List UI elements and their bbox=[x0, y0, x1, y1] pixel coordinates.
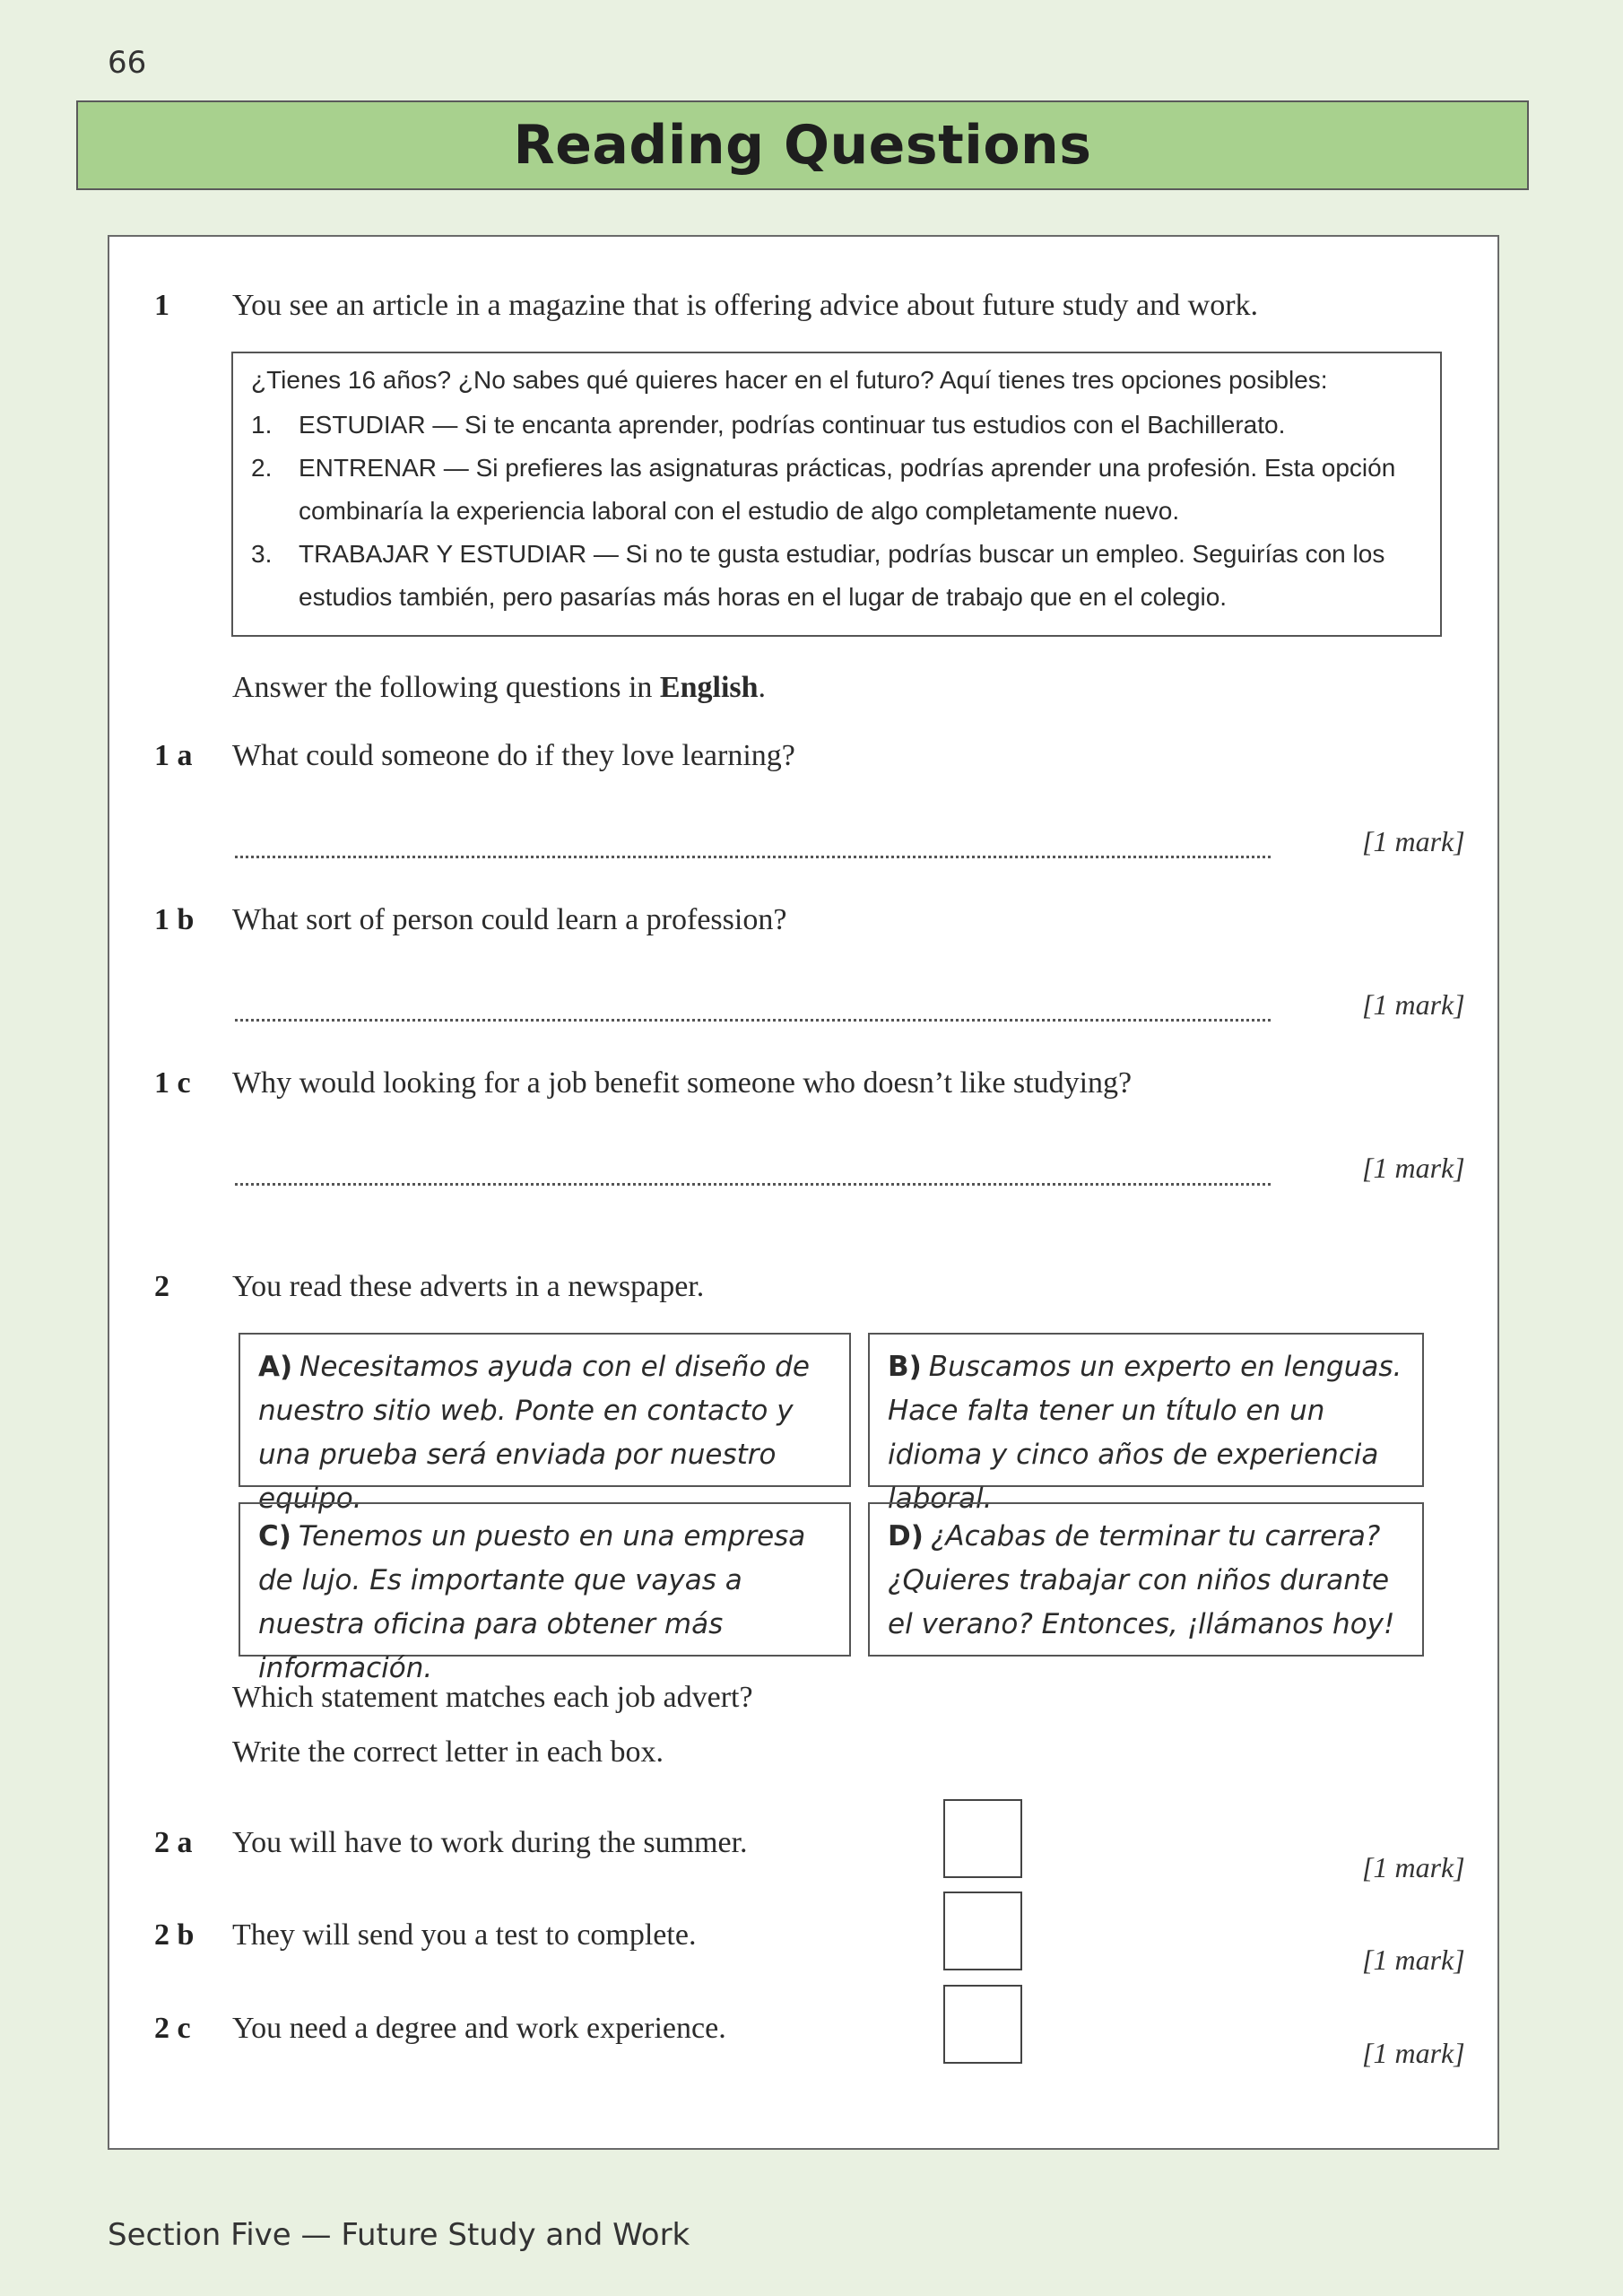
instruction-suffix: . bbox=[758, 671, 767, 704]
question-1c-text: Why would looking for a job benefit someone who doesn’t like studying? bbox=[232, 1066, 1133, 1100]
mark-1c: [1 mark] bbox=[1362, 1152, 1465, 1184]
advert-c bbox=[239, 1502, 851, 1684]
question-1a-label: 1 a bbox=[154, 739, 193, 772]
article-item-number: 1. bbox=[251, 411, 273, 439]
mark-2c: [1 mark] bbox=[1362, 2037, 1465, 2069]
section-footer: Section Five — Future Study and Work bbox=[108, 2217, 690, 2253]
question-2a-label: 2 a bbox=[154, 1826, 193, 1859]
question-2b-label: 2 b bbox=[154, 1918, 195, 1952]
answer-box-2b[interactable] bbox=[943, 1892, 1022, 1970]
article-list bbox=[251, 404, 1422, 619]
advert-b bbox=[868, 1333, 1424, 1515]
question-box bbox=[108, 235, 1499, 2150]
article-item-text: ENTRENAR — Si prefieres las asignaturas prácticas, podrías aprender una profesión. Esta opción combinaría la experiencia laboral con el estudio de algo completamente nuevo. bbox=[299, 454, 1396, 525]
answer-box-2c[interactable] bbox=[943, 1985, 1022, 2064]
answer-line-1a[interactable] bbox=[235, 856, 1271, 858]
instruction-language: English bbox=[659, 671, 759, 704]
page-number: 66 bbox=[108, 45, 147, 81]
question-1b-text: What sort of person could learn a profession? bbox=[232, 903, 787, 936]
advert-a bbox=[239, 1333, 851, 1515]
mark-2a: [1 mark] bbox=[1362, 1851, 1465, 1883]
question-1b-label: 1 b bbox=[154, 903, 195, 936]
article-item-text: ESTUDIAR — Si te encanta aprender, podrías continuar tus estudios con el Bachillerato. bbox=[299, 411, 1286, 439]
advert-text: ¿Acabas de terminar tu carrera? ¿Quieres trabajar con niños durante el verano? Entonces, ¡llámanos hoy! bbox=[888, 1520, 1395, 1640]
article-item-number: 3. bbox=[251, 540, 273, 568]
answer-box-2a[interactable] bbox=[943, 1799, 1022, 1878]
mark-1b: [1 mark] bbox=[1362, 988, 1465, 1021]
article-item bbox=[251, 404, 1422, 447]
article-item-text: TRABAJAR Y ESTUDIAR — Si no te gusta estudiar, podrías buscar un empleo. Seguirías con los estudios también, pero pasarías más horas en el lugar de trabajo que en el colegio. bbox=[299, 540, 1385, 611]
advert-letter: D) bbox=[888, 1520, 924, 1552]
answer-line-1b[interactable] bbox=[235, 1019, 1271, 1022]
advert-letter: A) bbox=[258, 1351, 293, 1383]
title-banner bbox=[76, 100, 1529, 190]
question-1-intro: You see an article in a magazine that is offering advice about future study and work. bbox=[232, 289, 1259, 322]
advert-text: Buscamos un experto en lenguas. Hace falta tener un título en un idioma y cinco años de experiencia laboral. bbox=[888, 1351, 1402, 1515]
question-1a-text: What could someone do if they love learning? bbox=[232, 739, 795, 772]
question-2c-text: You need a degree and work experience. bbox=[232, 2012, 726, 2045]
question-2-instruction-2: Write the correct letter in each box. bbox=[232, 1735, 664, 1769]
article-box bbox=[231, 352, 1442, 637]
mark-1a: [1 mark] bbox=[1362, 825, 1465, 857]
question-2b-text: They will send you a test to complete. bbox=[232, 1918, 697, 1952]
question-1-instruction bbox=[232, 671, 766, 705]
question-2-instruction-1: Which statement matches each job advert? bbox=[232, 1681, 753, 1714]
question-2-number: 2 bbox=[154, 1270, 169, 1303]
question-2-intro: You read these adverts in a newspaper. bbox=[232, 1270, 705, 1303]
article-item-number: 2. bbox=[251, 454, 273, 482]
advert-text: Tenemos un puesto en una empresa de lujo. Es importante que vayas a nuestra oficina para obtener más información. bbox=[258, 1520, 806, 1684]
page-title: Reading Questions bbox=[513, 114, 1092, 177]
question-1c-label: 1 c bbox=[154, 1066, 191, 1100]
advert-letter: B) bbox=[888, 1351, 922, 1383]
question-2c-label: 2 c bbox=[154, 2012, 191, 2045]
answer-line-1c[interactable] bbox=[235, 1183, 1271, 1186]
mark-2b: [1 mark] bbox=[1362, 1944, 1465, 1976]
question-2a-text: You will have to work during the summer. bbox=[232, 1826, 748, 1859]
advert-letter: C) bbox=[258, 1520, 291, 1552]
article-item bbox=[251, 533, 1422, 619]
instruction-prefix: Answer the following questions in bbox=[232, 671, 660, 704]
article-intro: ¿Tienes 16 años? ¿No sabes qué quieres hacer en el futuro? Aquí tienes tres opciones posibles: bbox=[251, 366, 1328, 394]
advert-text: Necesitamos ayuda con el diseño de nuestro sitio web. Ponte en contacto y una prueba será enviada por nuestro equipo. bbox=[258, 1351, 810, 1515]
advert-d bbox=[868, 1502, 1424, 1657]
question-1-number: 1 bbox=[154, 289, 169, 322]
article-item bbox=[251, 447, 1422, 533]
